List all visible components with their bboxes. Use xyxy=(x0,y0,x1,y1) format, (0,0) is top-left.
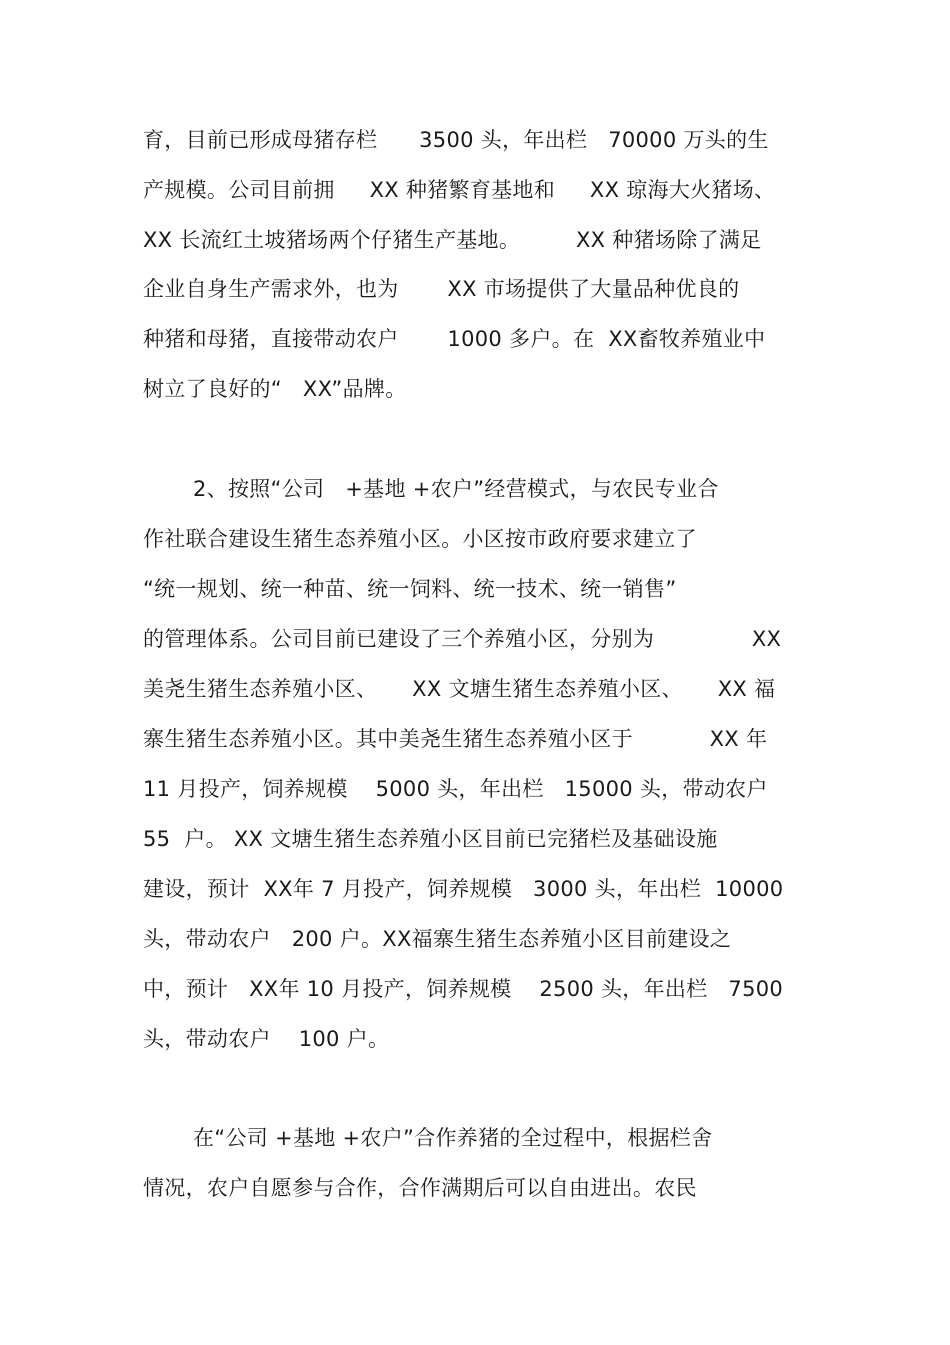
text-line: 情况，农户自愿参与合作，合作满期后可以自由进出。农民 xyxy=(143,1176,697,1200)
text-line: 育，目前已形成母猪存栏 3500 头，年出栏 70000 万头的生 xyxy=(143,128,769,152)
text-line: XX 长流红土坡猪场两个仔猪生产基地。 XX 种猪场除了满足 xyxy=(143,228,762,252)
text-line: 2、按照“公司 +基地 +农户”经营模式，与农民专业合 xyxy=(193,477,719,501)
text-line: 种猪和母猪，直接带动农户 1000 多户。在 XX畜牧养殖业中 xyxy=(143,327,766,351)
text-line: 美尧生猪生态养殖小区、 XX 文塘生猪生态养殖小区、 XX 福 xyxy=(143,677,776,701)
text-line: 产规模。公司目前拥 XX 种猪繁育基地和 XX 琼海大火猪场、 xyxy=(143,178,776,202)
text-line: 寨生猪生态养殖小区。其中美尧生猪生态养殖小区于 XX 年 xyxy=(143,727,768,751)
text-line: 头，带动农户 200 户。XX福寨生猪生态养殖小区目前建设之 xyxy=(143,927,732,951)
text-line: 头，带动农户 100 户。 xyxy=(143,1027,390,1051)
text-line: “统一规划、统一种苗、统一饲料、统一技术、统一销售” xyxy=(143,577,677,601)
text-line: 建设，预计 XX年 7 月投产，饲养规模 3000 头，年出栏 10000 xyxy=(143,877,784,901)
text-line: 11 月投产，饲养规模 5000 头，年出栏 15000 头，带动农户 xyxy=(143,777,768,801)
text-line: 中，预计 XX年 10 月投产，饲养规模 2500 头，年出栏 7500 xyxy=(143,977,784,1001)
text-line: 树立了良好的“ XX”品牌。 xyxy=(143,377,407,401)
text-line: 作社联合建设生猪生态养殖小区。小区按市政府要求建立了 xyxy=(143,527,697,551)
text-line: 企业自身生产需求外，也为 XX 市场提供了大量品种优良的 xyxy=(143,277,740,301)
text-line: 55 户。 XX 文塘生猪生态养殖小区目前已完猪栏及基础设施 xyxy=(143,827,718,851)
text-line: 在“公司 +基地 +农户”合作养猪的全过程中，根据栏舍 xyxy=(193,1126,713,1150)
text-line: 的管理体系。公司目前已建设了三个养殖小区，分别为 XX xyxy=(143,627,782,651)
